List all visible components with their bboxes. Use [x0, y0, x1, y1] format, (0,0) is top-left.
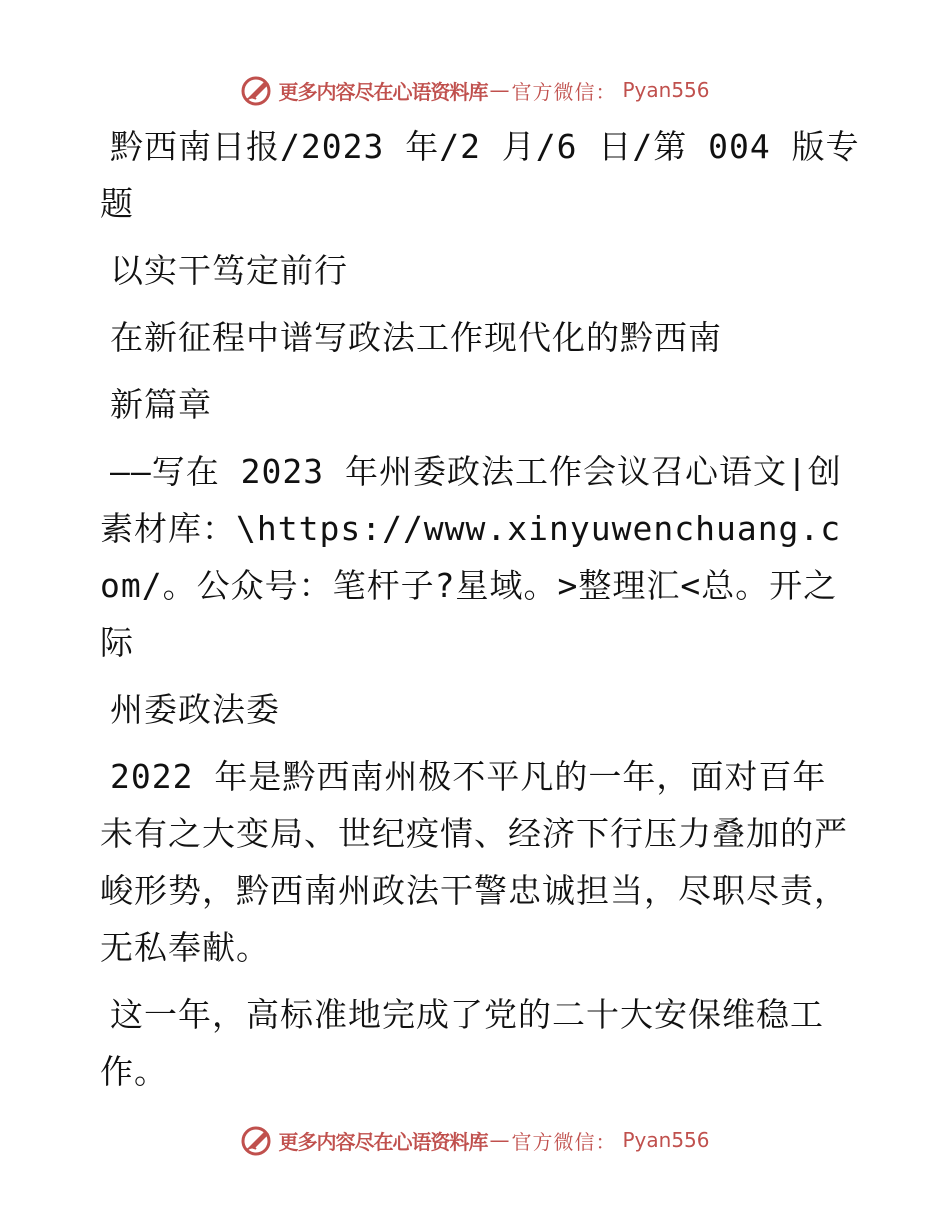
body-paragraph: 2022 年是黔西南州极不平凡的一年，面对百年未有之大变局、世纪疫情、经济下行压力叠加的严峻形势，黔西南州政法干警忠诚担当，尽职尽责，无私奉献。	[100, 757, 848, 967]
banner-wechat-id: Pyan556	[622, 78, 710, 102]
document-body	[100, 118, 860, 1110]
banner-main-text: 更多内容尽在心语资料库	[278, 79, 488, 104]
headline-subtitle-continued: 新篇章	[110, 385, 212, 424]
headline-subtitle: 在新征程中谱写政法工作现代化的黔西南	[110, 318, 722, 357]
body-paragraph: 这一年，高标准地完成了党的二十大安保维稳工作。	[100, 995, 824, 1091]
writing-hand-logo-icon	[240, 73, 274, 107]
banner-official-label: 官方微信：	[511, 79, 617, 104]
banner-official-label: 官方微信：	[511, 1129, 617, 1154]
banner-main-text: 更多内容尽在心语资料库	[278, 1129, 488, 1154]
source-line: 黔西南日报/2023 年/2 月/6 日/第 004 版专题	[100, 127, 860, 223]
banner-separator: —	[489, 78, 510, 102]
writing-hand-logo-icon	[240, 1123, 274, 1157]
author-line: 州委政法委	[110, 690, 280, 729]
banner-separator: —	[489, 1128, 510, 1152]
header-watermark-banner	[0, 70, 950, 110]
dedication-line: ——写在 2023 年州委政法工作会议召心语文|创素材库：\https://www.xinyuwenchuang.com/。公众号：笔杆子?星域。>整理汇<总。开之际	[100, 452, 842, 662]
banner-wechat-id: Pyan556	[622, 1128, 710, 1152]
footer-watermark-banner	[0, 1120, 950, 1160]
headline-title: 以实干笃定前行	[110, 251, 348, 290]
